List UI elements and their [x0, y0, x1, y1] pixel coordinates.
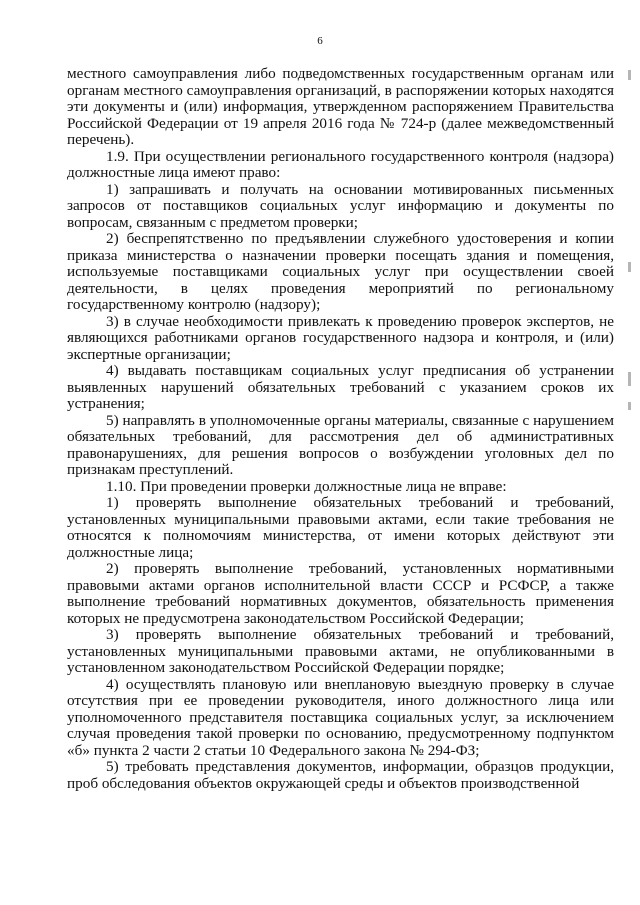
paragraph-clause-1-10: 1.10. При проведении проверки должностные лица не вправе: [106, 477, 507, 495]
paragraph-right-5: 5) направлять в уполномоченные органы материалы, связанные с нарушением обязательных требований, для рассмотрения дел об административных правонарушениях, для решения вопросов о возбуждении уголовных дел по признакам преступлений. [67, 411, 614, 478]
paragraph-right-2: 2) беспрепятственно по предъявлении служебного удостоверения и копии приказа министерства о назначении проверки посещать здания и помещения, используемые поставщиками социальных услуг при осуществлении своей деятельности, в целях проведения мероприятий по региональному государственному контролю (надзору); [67, 230, 614, 313]
paragraph-right-4: 4) выдавать поставщикам социальных услуг предписания об устранении выявленных нарушений обязательных требований с указанием сроков их устранения; [67, 362, 614, 412]
page-number: 6 [317, 35, 323, 47]
scan-margin-mark [628, 70, 631, 80]
paragraph-prohibition-3: 3) проверять выполнение обязательных требований и требований, установленных муниципальными правовыми актами, не опубликованными в установленном законодательством Российской Федерации порядке; [67, 626, 614, 676]
scan-margin-mark [628, 372, 631, 386]
paragraph-prohibition-5: 5) требовать представления документов, информации, образцов продукции, проб обследования объектов окружающей среды и объектов производственной [67, 758, 614, 792]
paragraph-clause-1-9: 1.9. При осуществлении регионального государственного контроля (надзора) должностные лица имеют право: [67, 147, 614, 181]
scan-margin-mark [628, 262, 631, 272]
paragraph-prohibition-2: 2) проверять выполнение требований, установленных нормативными правовыми актами органов исполнительной власти СССР и РСФСР, а также выполнение требований нормативных документов, обязательность применения которых не предусмотрена законодательством Российской Федерации; [67, 560, 614, 627]
paragraph-prohibition-4: 4) осуществлять плановую или внеплановую выездную проверку в случае отсутствия при ее проведении руководителя, иного должностного лица или уполномоченного представителя поставщика социальных услуг, за исключением случая проведения такой проверки по основанию, предусмотренному подпунктом «б» пункта 2 части 2 статьи 10 Федерального закона № 294-ФЗ; [67, 675, 614, 759]
scan-margin-mark [628, 402, 631, 410]
paragraph-continuation: местного самоуправления либо подведомственных государственным органам или органам местного самоуправления организаций, в распоряжении которых находятся эти документы и (или) информация, утвержденном распоряжением Правительства Российской Федерации от 19 апреля 2016 года № 724-р (далее межведомственный перечень). [67, 65, 614, 148]
paragraph-right-3: 3) в случае необходимости привлекать к проведению проверок экспертов, не являющихся работниками органов государственного надзора и контроля, и (или) экспертные организации; [67, 312, 614, 363]
document-body [67, 66, 614, 792]
paragraph-right-1: 1) запрашивать и получать на основании мотивированных письменных запросов от поставщиков социальных услуг информацию и документы по вопросам, связанным с предметом проверки; [67, 180, 614, 231]
paragraph-prohibition-1: 1) проверять выполнение обязательных требований и требований, установленных муниципальными правовыми актами, если такие требования не относятся к полномочиям министерства, от имени которых действуют эти должностные лица; [67, 494, 614, 561]
